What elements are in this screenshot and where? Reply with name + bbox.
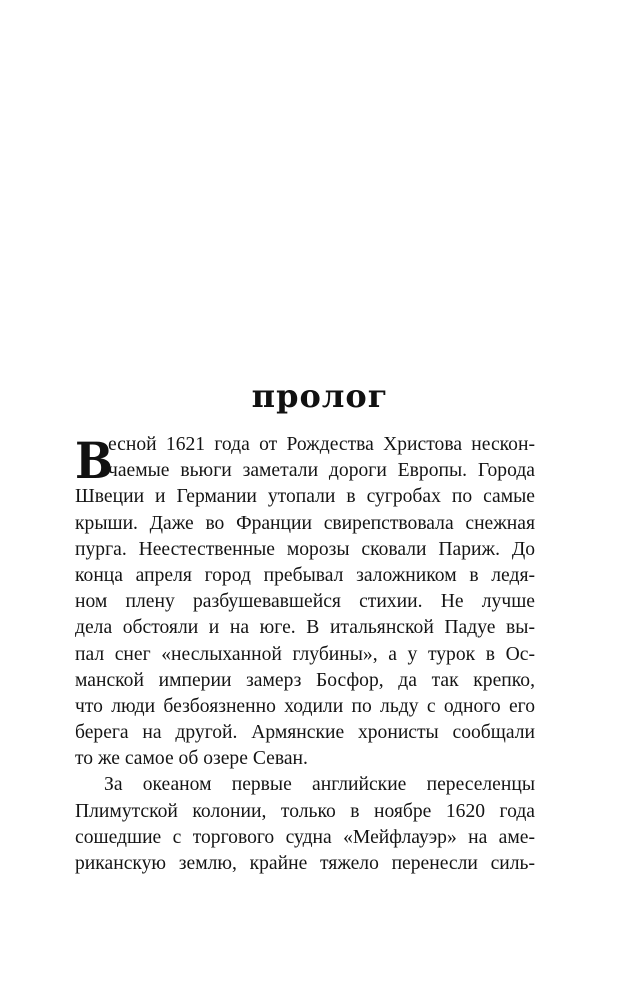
text-line: манской империи замерз Босфор, да так крепко, (75, 669, 535, 691)
paragraph-1 (75, 432, 535, 772)
text-line: что люди безбоязненно ходили по льду с одного его (75, 695, 535, 717)
text-line: берега на другой. Армянские хронисты сообщали (75, 722, 535, 744)
drop-cap: В (75, 431, 114, 490)
text-line: есной 1621 года от Рождества Христова нескон- (108, 434, 535, 455)
text-line: пурга. Неестественные морозы сковали Париж. До (75, 538, 535, 560)
text-line: За океаном первые английские переселенцы (104, 774, 535, 796)
text-line: Плимутской колонии, только в ноябре 1620 года (75, 800, 535, 822)
body-text (75, 432, 535, 877)
text-line: сошедшие с торгового судна «Мейфлауэр» на аме- (75, 826, 535, 848)
text-line: Швеции и Германии утопали в сугробах по самые (75, 486, 535, 508)
text-line: чаемые вьюги заметали дороги Европы. Города (108, 460, 535, 482)
text-line: крыши. Даже во Франции свирепствовала снежная (75, 512, 535, 534)
text-line: дела обстояли и на юге. В итальянской Падуе вы- (75, 617, 535, 639)
text-line: пал снег «неслыханной глубины», а у турок в Ос- (75, 643, 535, 665)
text-line: конца апреля город пребывал заложником в ледя- (75, 564, 535, 586)
text-line: риканскую землю, крайне тяжело перенесли силь- (75, 853, 535, 874)
chapter-title: пролог (251, 377, 389, 415)
paragraph-2 (75, 772, 535, 877)
text-line: ном плену разбушевавшейся стихии. Не лучше (75, 591, 535, 613)
text-line: то же самое об озере Севан. (75, 748, 308, 770)
